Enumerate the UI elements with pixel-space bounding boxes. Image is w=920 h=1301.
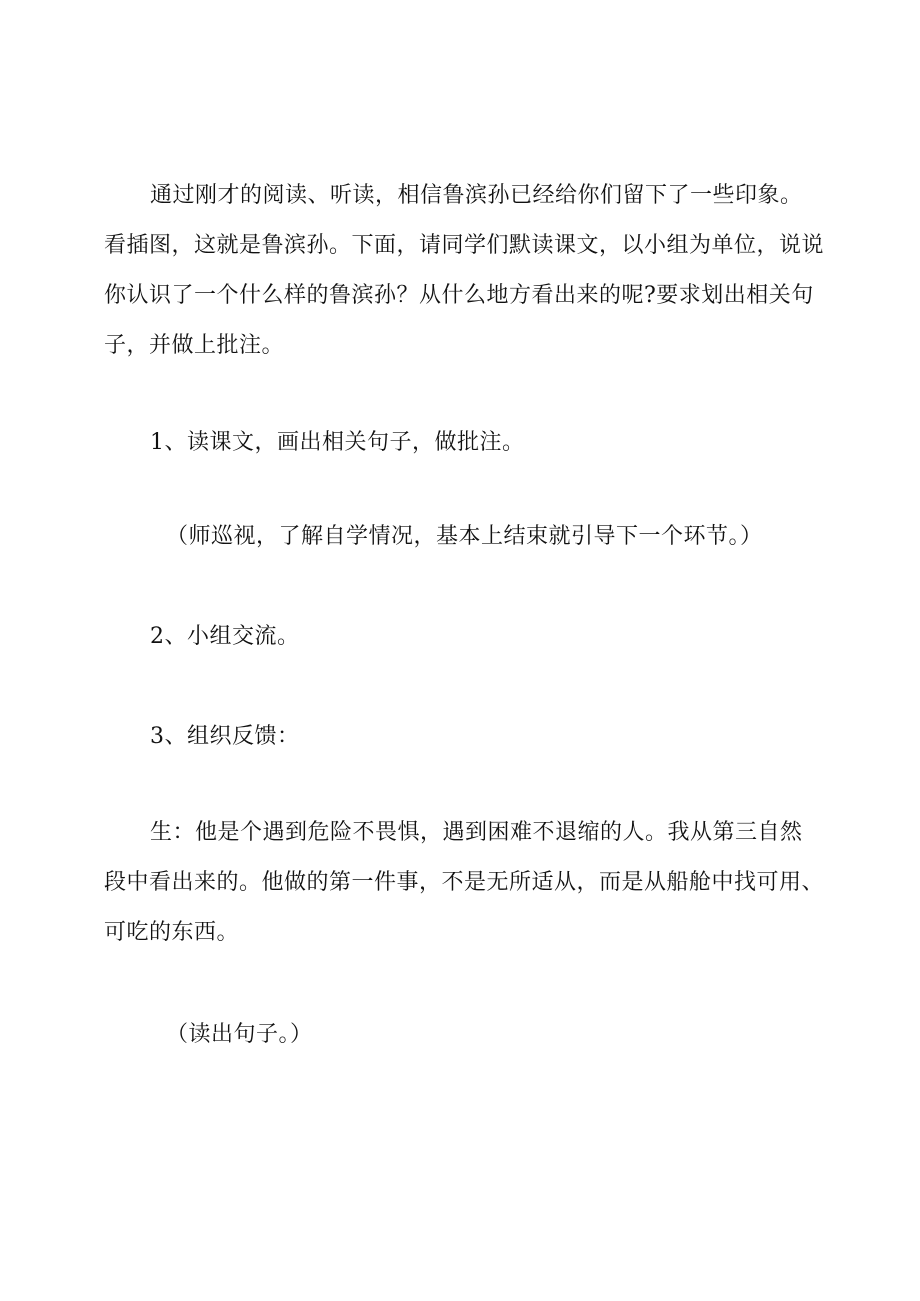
read-sentence-note-paragraph: （读出句子。） — [166, 1022, 313, 1047]
step-2-paragraph: 2、小组交流。 — [150, 624, 300, 649]
intro-paragraph: 通过刚才的阅读、听读，相信鲁滨孙已经给你们留下了一些印象。看插图，这就是鲁滨孙。下面，请同学们默读课文，以小组为单位，说说你认识了一个什么样的鲁滨孙？从什么地方看出来的呢?要求划出相关句子，并做上批注。 — [104, 183, 825, 358]
step-1-paragraph: 1、读课文，画出相关句子，做批注。 — [150, 430, 525, 455]
step-3-paragraph: 3、组织反馈： — [150, 724, 300, 749]
teacher-note-paragraph: （师巡视，了解自学情况，基本上结束就引导下一个环节。） — [166, 524, 763, 549]
student-answer-paragraph: 生：他是个遇到危险不畏惧，遇到困难不退缩的人。我从第三自然段中看出来的。他做的第一件事，不是无所适从，而是从船舱中找可用、可吃的东西。 — [104, 820, 825, 945]
